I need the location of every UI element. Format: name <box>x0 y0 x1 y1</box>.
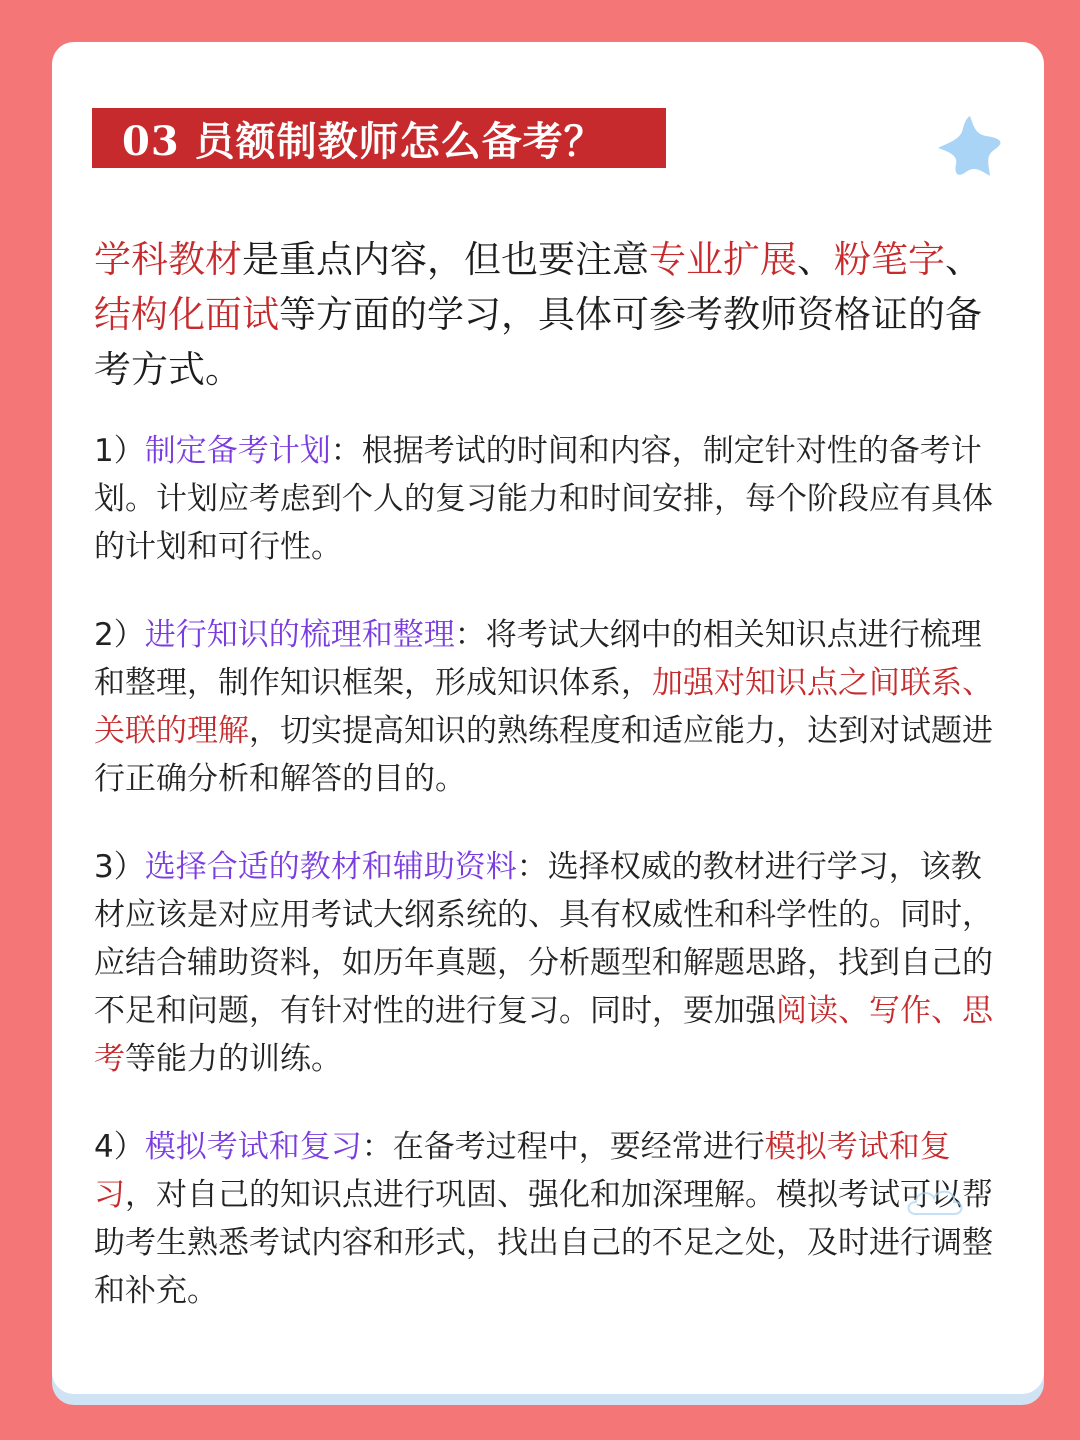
intro-highlight: 专业扩展 <box>649 238 797 281</box>
intro-highlight: 粉笔字 <box>834 238 945 281</box>
item-heading: 选择合适的教材和辅助资料 <box>144 849 517 885</box>
item-text: ，对自己的知识点进行巩固、强化和加深理解。模拟考试可以帮助考生熟悉考试内容和形式，找出自己的不足之处，及时进行调整和补充。 <box>94 1177 993 1309</box>
intro-text: 、 <box>945 238 982 281</box>
item-colon: ： <box>361 1129 393 1165</box>
intro-text: 是重点内容，但也要注意 <box>242 238 649 281</box>
item-text: 选择权威的教材进行学习，该教材应该是对应用考试大纲系统的、具有权威性和科学性的。同时，应结合辅助资料，如历年真题，分析题型和解题思路，找到自己的不足和问题，有针对性的进行复习。同时，要加强 <box>94 849 993 1029</box>
item-highlight: 模拟考试和复习 <box>94 1129 951 1213</box>
star-icon <box>930 112 1010 184</box>
item-number: 4） <box>94 1129 145 1165</box>
title-banner <box>92 108 666 168</box>
intro-text: 等方面的学习，具体可参考教师资格证的备考方式。 <box>94 293 982 391</box>
item-text: 根据考试的时间和内容，制定针对性的备考计划。计划应考虑到个人的复习能力和时间安排，每个阶段应有具体的计划和可行性。 <box>94 433 993 565</box>
tip-item-3 <box>94 843 1004 1083</box>
tip-item-4 <box>94 1123 1004 1315</box>
item-text: 将考试大纲中的相关知识点进行梳理和整理，制作知识框架，形成知识体系， <box>94 617 982 701</box>
item-text: ，切实提高知识的熟练程度和适应能力，达到对试题进行正确分析和解答的目的。 <box>94 713 993 797</box>
item-colon: ： <box>454 617 486 653</box>
content-body <box>94 232 1004 1355</box>
intro-highlight: 结构化面试 <box>94 293 279 336</box>
intro-highlight: 学科教材 <box>94 238 242 281</box>
item-heading: 模拟考试和复习 <box>144 1129 362 1165</box>
item-highlight: 加强对知识点之间联系、关联的理解 <box>94 665 993 749</box>
intro-paragraph <box>94 232 1004 397</box>
item-colon: ： <box>516 849 548 885</box>
item-colon: ： <box>330 433 362 469</box>
item-text: 在备考过程中，要经常进行 <box>392 1129 765 1165</box>
item-highlight: 阅读、写作、思考 <box>94 993 993 1077</box>
page-title: 03 员额制教师怎么备考？ <box>122 117 605 165</box>
tip-item-1 <box>94 427 1004 571</box>
cloud-icon <box>902 1176 972 1226</box>
item-number: 1） <box>94 433 145 469</box>
intro-text: 、 <box>797 238 834 281</box>
item-number: 2） <box>94 617 145 653</box>
item-heading: 制定备考计划 <box>144 433 331 469</box>
item-text: 等能力的训练。 <box>125 1041 342 1077</box>
item-heading: 进行知识的梳理和整理 <box>144 617 455 653</box>
tip-item-2 <box>94 611 1004 803</box>
item-number: 3） <box>94 849 145 885</box>
